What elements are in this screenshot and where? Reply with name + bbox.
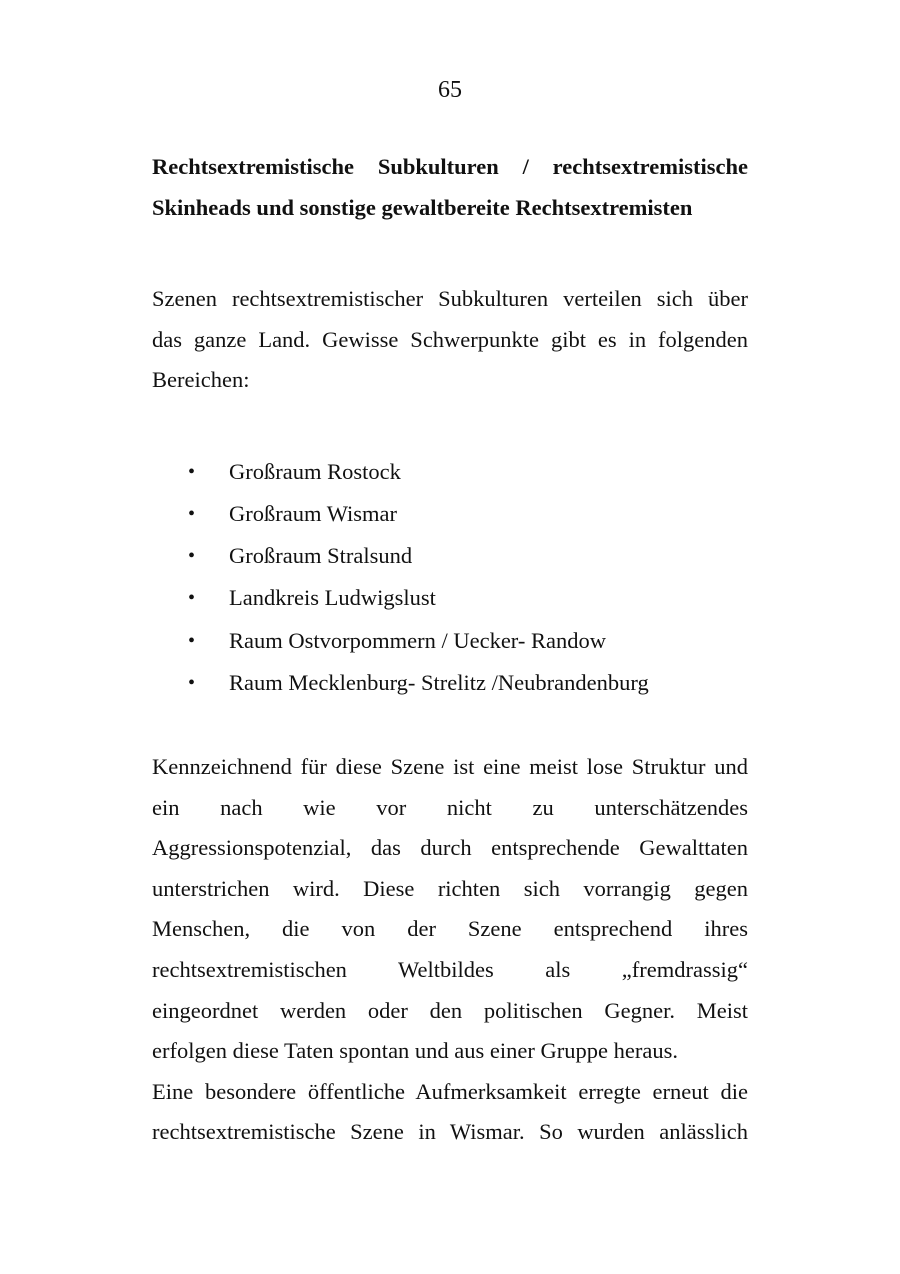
list-item-label: Großraum Wismar bbox=[229, 500, 398, 526]
list-item bbox=[152, 662, 748, 704]
intro-paragraph bbox=[152, 279, 748, 401]
text-line: Kennzeichnend für diese Szene ist eine meist lose Struktur und bbox=[152, 754, 748, 779]
heading-line: Rechtsextremistische Subkulturen / rechtsextremistische bbox=[152, 154, 748, 179]
heading-line: Skinheads und sonstige gewaltbereite Rechtsextremisten bbox=[152, 195, 693, 220]
text-line: Szenen rechtsextremistischer Subkulturen verteilen sich über bbox=[152, 286, 748, 311]
wismar-paragraph bbox=[152, 1072, 748, 1153]
list-item bbox=[152, 620, 748, 662]
bullet-icon: • bbox=[188, 587, 196, 610]
list-item-label: Großraum Rostock bbox=[229, 458, 401, 484]
text-line: unterstrichen wird. Diese richten sich vorrangig gegen bbox=[152, 875, 748, 901]
text-line: rechtsextremistischen Weltbildes als „fremdrassig“ bbox=[152, 956, 748, 982]
text-line: eingeordnet werden oder den politischen Gegner. Meist bbox=[152, 997, 748, 1023]
bullet-icon: • bbox=[188, 629, 196, 652]
region-list bbox=[152, 451, 748, 704]
list-item bbox=[152, 577, 748, 619]
text-line: rechtsextremistische Szene in Wismar. So wurden anlässlich bbox=[152, 1119, 748, 1145]
text-line: Menschen, die von der Szene entsprechend ihres bbox=[152, 916, 748, 942]
bullet-icon: • bbox=[188, 460, 196, 483]
list-item-label: Raum Mecklenburg- Strelitz /Neubrandenburg bbox=[229, 669, 649, 695]
list-item-label: Großraum Stralsund bbox=[229, 543, 413, 569]
text-line: Aggressionspotenzial, das durch entsprechende Gewalttaten bbox=[152, 835, 748, 861]
text-line: das ganze Land. Gewisse Schwerpunkte gibt es in folgenden bbox=[152, 326, 748, 352]
bullet-icon: • bbox=[188, 502, 196, 525]
bullet-icon: • bbox=[188, 671, 196, 694]
list-item-label: Landkreis Ludwigslust bbox=[229, 585, 436, 611]
list-item bbox=[152, 493, 748, 535]
text-line: Eine besondere öffentliche Aufmerksamkeit erregte erneut die bbox=[152, 1078, 748, 1104]
list-item-label: Raum Ostvorpommern / Uecker- Randow bbox=[229, 627, 606, 653]
text-line: Bereichen: bbox=[152, 367, 250, 393]
list-item bbox=[152, 451, 748, 493]
text-line: ein nach wie vor nicht zu unterschätzendes bbox=[152, 794, 748, 820]
list-item bbox=[152, 535, 748, 577]
page-number: 65 bbox=[438, 77, 462, 103]
section-heading bbox=[152, 146, 748, 228]
text-line: erfolgen diese Taten spontan und aus einer Gruppe heraus. bbox=[152, 1038, 678, 1064]
document-body bbox=[152, 146, 748, 1153]
scene-description-paragraph bbox=[152, 747, 748, 1072]
bullet-icon: • bbox=[188, 545, 196, 568]
